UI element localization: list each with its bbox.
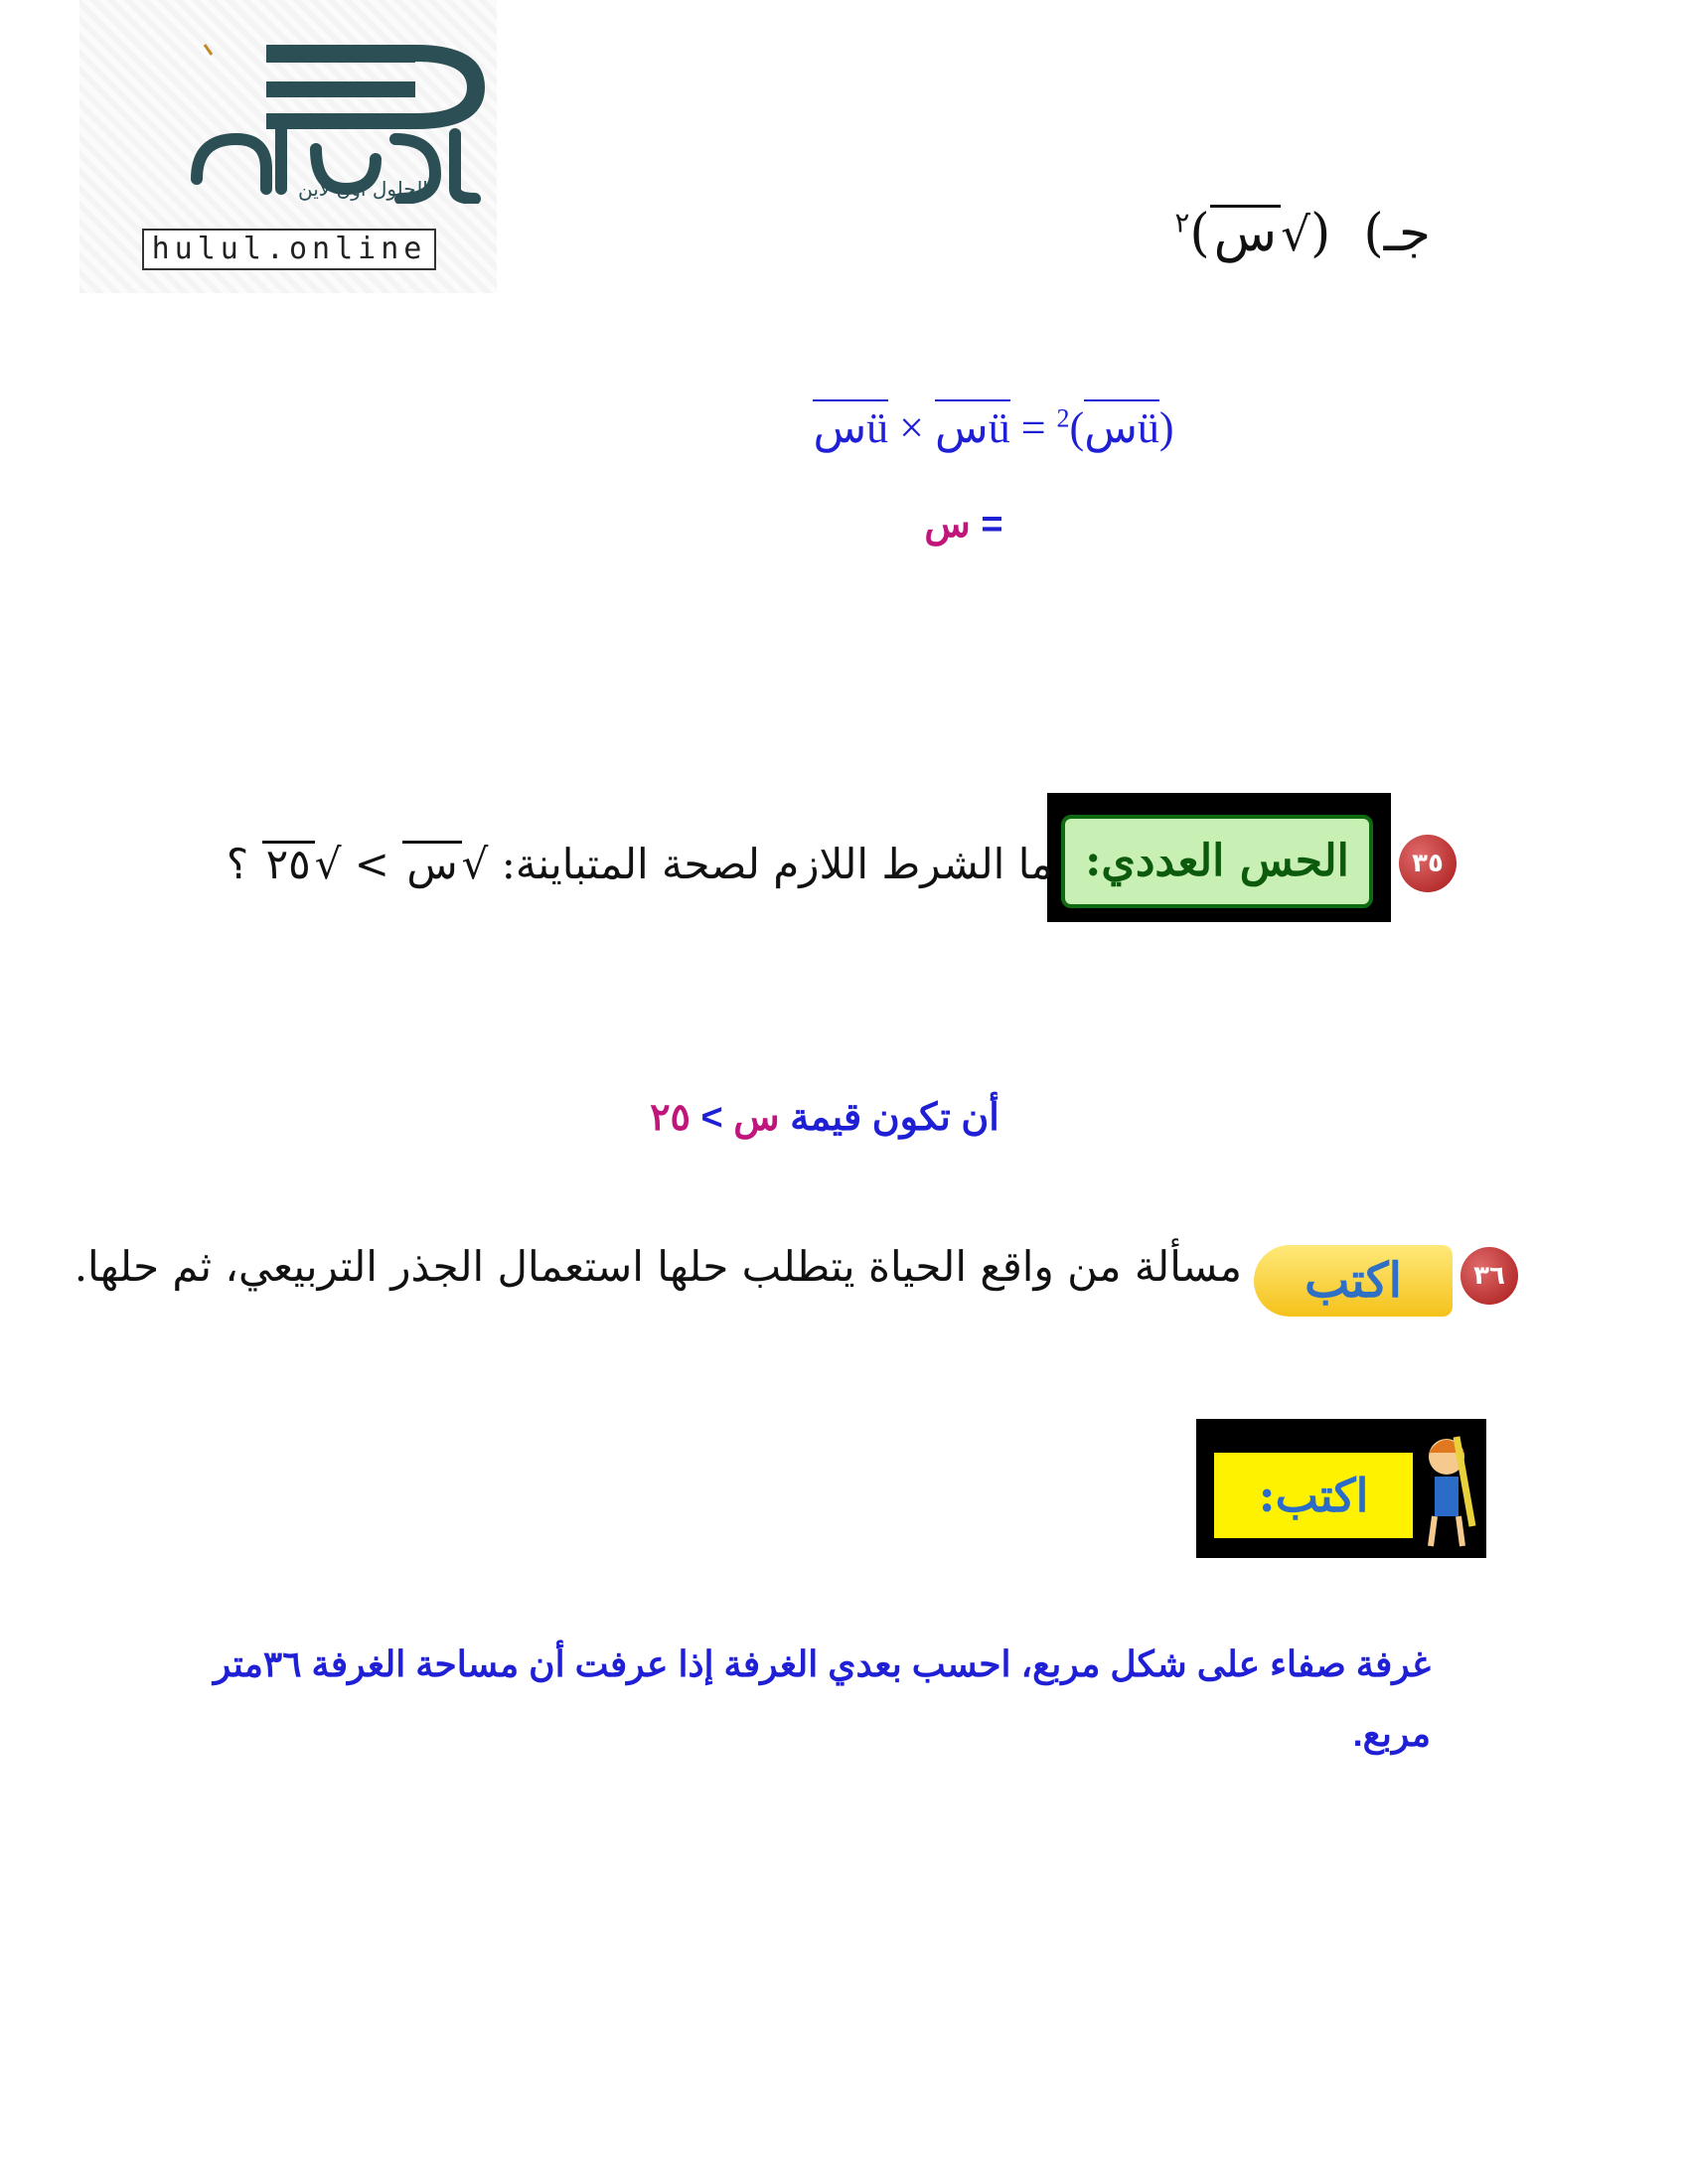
question-35-qmark: ؟ xyxy=(226,840,262,888)
answer-35-var: س xyxy=(733,1097,780,1139)
question-35-radicand: س xyxy=(402,841,461,885)
question-36-text: مسألة من واقع الحياة يتطلب حلها استعمال الجذر التربيعي، ثم حلها. xyxy=(74,1242,1242,1291)
sqrt-icon: √ xyxy=(1281,209,1310,262)
solution-result xyxy=(904,502,1023,546)
solution-equation: (üس)$^2$ = üس × üس xyxy=(785,402,1202,453)
question-35-op: > xyxy=(341,840,403,888)
solution-power: 2 xyxy=(1056,403,1070,433)
solution-times: × xyxy=(899,403,924,452)
solution-factor1-sym: ü xyxy=(989,399,1010,452)
logo xyxy=(79,0,497,293)
answer-35 xyxy=(636,1095,1013,1140)
logo-tagline: الحلول اون لاين xyxy=(298,177,428,201)
sqrt-icon: √ xyxy=(461,840,489,888)
pencil-kid-icon xyxy=(1417,1427,1476,1550)
solution-left-sym: ü xyxy=(1138,399,1159,452)
question-35-tag: الحس العددي: xyxy=(1061,815,1373,908)
question-36-tag: اكتب xyxy=(1254,1245,1453,1317)
question-35-tag-box xyxy=(1047,793,1391,922)
part-c-exponent: ٢ xyxy=(1174,206,1190,239)
write-sticker-label: اكتب: xyxy=(1214,1453,1413,1538)
solution-equals: = xyxy=(1020,403,1046,452)
question-35-prompt: ما الشرط اللازم لصحة المتباينة: xyxy=(488,840,1053,888)
question-35-text xyxy=(226,840,1053,888)
write-sticker xyxy=(1196,1419,1486,1558)
solution-left-var: س xyxy=(1084,399,1138,452)
sqrt-icon: √ xyxy=(314,840,342,888)
question-36-number: ٣٦ xyxy=(1460,1247,1518,1305)
solution-result-prefix: = xyxy=(970,504,1003,546)
answer-35-value: ٢٥ xyxy=(650,1097,691,1139)
part-c-expression: جـ) (√س)$^٢$ xyxy=(1174,204,1431,263)
logo-url: hulul.online xyxy=(142,229,436,270)
question-35-value: ٢٥ xyxy=(262,841,315,885)
solution-left-close: ) xyxy=(1069,403,1085,452)
answer-35-op: > xyxy=(690,1097,734,1139)
solution-factor1-var: س xyxy=(935,399,989,452)
answer-35-text: أن تكون قيمة xyxy=(779,1097,999,1139)
solution-factor2-sym: ü xyxy=(866,399,888,452)
solution-result-value: س xyxy=(924,504,971,546)
question-35-number: ٣٥ xyxy=(1399,835,1457,892)
solution-factor2-var: س xyxy=(813,399,866,452)
write-answer: غرفة صفاء على شكل مربع، احسب بعدي الغرفة إذا عرفت أن مساحة الغرفة ٣٦متر مربع. xyxy=(213,1643,1431,1754)
part-c-radicand: س xyxy=(1210,205,1281,259)
part-c-label: جـ) xyxy=(1363,204,1431,263)
